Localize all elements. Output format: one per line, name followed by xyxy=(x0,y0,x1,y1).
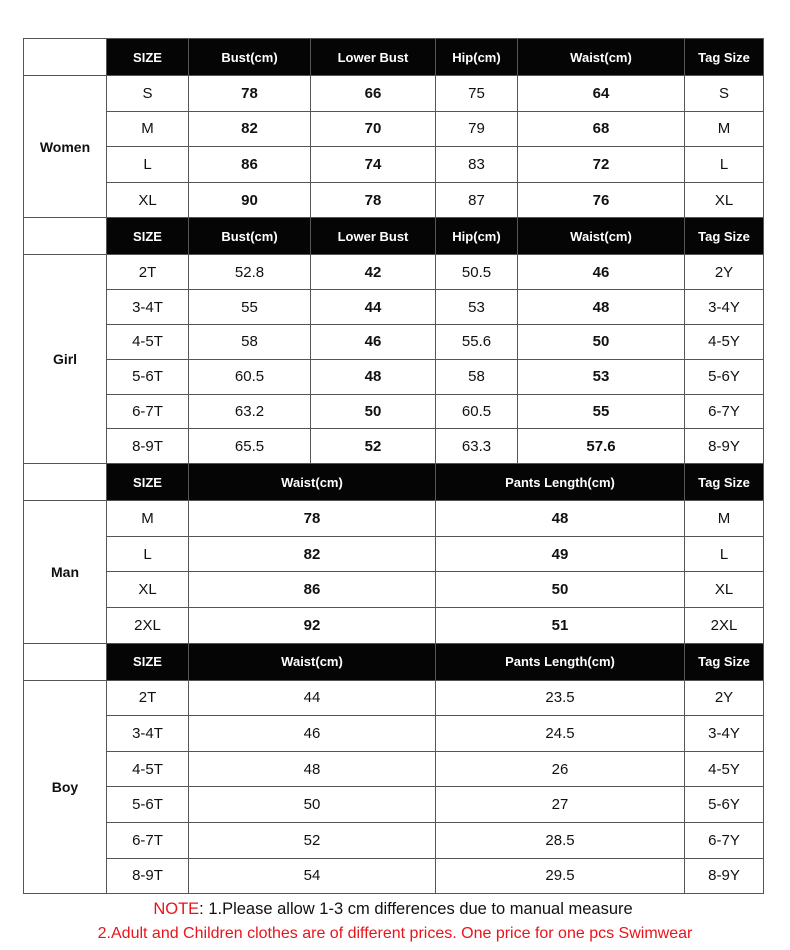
women-cell: 74 xyxy=(311,147,436,183)
table-row xyxy=(24,751,764,787)
women-cell: 78 xyxy=(311,182,436,218)
girl-cell: 3-4T xyxy=(107,290,189,325)
women-header-spacer xyxy=(24,39,107,76)
girl-cell: 50 xyxy=(311,394,436,429)
women-header-3: Hip(cm) xyxy=(436,39,518,76)
girl-cell: 2T xyxy=(107,255,189,290)
women-cell: 70 xyxy=(311,111,436,147)
man-cell: 86 xyxy=(189,572,436,608)
girl-cell: 60.5 xyxy=(189,359,311,394)
girl-cell: 65.5 xyxy=(189,429,311,464)
man-cell: 49 xyxy=(436,536,685,572)
girl-header-4: Waist(cm) xyxy=(518,218,685,255)
boy-cell: 6-7T xyxy=(107,822,189,858)
man-cell: 2XL xyxy=(685,607,764,643)
girl-cell: 4-5Y xyxy=(685,324,764,359)
women-cell: 87 xyxy=(436,182,518,218)
women-cell: S xyxy=(107,76,189,112)
women-cell: 78 xyxy=(189,76,311,112)
boy-header-spacer xyxy=(24,643,107,680)
women-cell: M xyxy=(107,111,189,147)
boy-header-1: Waist(cm) xyxy=(189,643,436,680)
man-category-label: Man xyxy=(24,501,107,643)
women-cell: 66 xyxy=(311,76,436,112)
girl-cell: 2Y xyxy=(685,255,764,290)
man-cell: XL xyxy=(107,572,189,608)
table-row xyxy=(24,255,764,290)
boy-cell: 23.5 xyxy=(436,680,685,716)
girl-cell: 8-9Y xyxy=(685,429,764,464)
women-cell: M xyxy=(685,111,764,147)
girl-cell: 44 xyxy=(311,290,436,325)
girl-cell: 50.5 xyxy=(436,255,518,290)
boy-header-2: Pants Length(cm) xyxy=(436,643,685,680)
man-header-spacer xyxy=(24,464,107,501)
women-header-2: Lower Bust xyxy=(311,39,436,76)
boy-cell: 5-6Y xyxy=(685,787,764,823)
girl-cell: 3-4Y xyxy=(685,290,764,325)
table-row xyxy=(24,394,764,429)
boy-cell: 2Y xyxy=(685,680,764,716)
boy-cell: 24.5 xyxy=(436,716,685,752)
girl-cell: 46 xyxy=(311,324,436,359)
boy-cell: 28.5 xyxy=(436,822,685,858)
women-cell: S xyxy=(685,76,764,112)
girl-header-3: Hip(cm) xyxy=(436,218,518,255)
table-row xyxy=(24,572,764,608)
girl-cell: 55 xyxy=(518,394,685,429)
girl-cell: 5-6Y xyxy=(685,359,764,394)
boy-cell: 3-4Y xyxy=(685,716,764,752)
boy-category-label: Boy xyxy=(24,680,107,894)
note-line-1 xyxy=(23,897,763,922)
boy-cell: 50 xyxy=(189,787,436,823)
table-row xyxy=(24,680,764,716)
girl-header-1: Bust(cm) xyxy=(189,218,311,255)
table-row xyxy=(24,536,764,572)
girl-cell: 46 xyxy=(518,255,685,290)
note-prefix: NOTE xyxy=(153,900,200,918)
size-chart-table xyxy=(23,38,764,894)
girl-cell: 5-6T xyxy=(107,359,189,394)
boy-cell: 4-5Y xyxy=(685,751,764,787)
women-cell: 68 xyxy=(518,111,685,147)
girl-cell: 57.6 xyxy=(518,429,685,464)
table-row xyxy=(24,324,764,359)
boy-header-row xyxy=(24,643,764,680)
girl-cell: 6-7T xyxy=(107,394,189,429)
girl-cell: 55.6 xyxy=(436,324,518,359)
man-cell: 82 xyxy=(189,536,436,572)
women-cell: 82 xyxy=(189,111,311,147)
girl-cell: 8-9T xyxy=(107,429,189,464)
girl-header-5: Tag Size xyxy=(685,218,764,255)
table-row xyxy=(24,182,764,218)
girl-header-spacer xyxy=(24,218,107,255)
boy-header-3: Tag Size xyxy=(685,643,764,680)
boy-cell: 54 xyxy=(189,858,436,894)
women-cell: XL xyxy=(685,182,764,218)
girl-cell: 52.8 xyxy=(189,255,311,290)
boy-cell: 26 xyxy=(436,751,685,787)
girl-category-label: Girl xyxy=(24,255,107,464)
table-row xyxy=(24,822,764,858)
boy-cell: 44 xyxy=(189,680,436,716)
table-row xyxy=(24,359,764,394)
man-cell: L xyxy=(685,536,764,572)
girl-cell: 58 xyxy=(189,324,311,359)
table-row xyxy=(24,429,764,464)
girl-cell: 58 xyxy=(436,359,518,394)
man-header-2: Pants Length(cm) xyxy=(436,464,685,501)
man-cell: 51 xyxy=(436,607,685,643)
girl-cell: 63.2 xyxy=(189,394,311,429)
girl-cell: 60.5 xyxy=(436,394,518,429)
man-header-row xyxy=(24,464,764,501)
boy-cell: 29.5 xyxy=(436,858,685,894)
table-row xyxy=(24,858,764,894)
man-cell: 50 xyxy=(436,572,685,608)
women-header-0: SIZE xyxy=(107,39,189,76)
girl-cell: 55 xyxy=(189,290,311,325)
girl-cell: 6-7Y xyxy=(685,394,764,429)
women-header-1: Bust(cm) xyxy=(189,39,311,76)
women-cell: XL xyxy=(107,182,189,218)
boy-cell: 48 xyxy=(189,751,436,787)
girl-cell: 52 xyxy=(311,429,436,464)
boy-cell: 46 xyxy=(189,716,436,752)
note-text-1: : 1.Please allow 1-3 cm differences due to manual measure xyxy=(199,900,633,918)
girl-cell: 53 xyxy=(518,359,685,394)
man-cell: XL xyxy=(685,572,764,608)
women-cell: 72 xyxy=(518,147,685,183)
women-cell: 86 xyxy=(189,147,311,183)
note-line-2: 2.Adult and Children clothes are of different prices. One price for one pcs Swimwear xyxy=(97,925,693,942)
women-header-row xyxy=(24,39,764,76)
girl-cell: 42 xyxy=(311,255,436,290)
girl-header-0: SIZE xyxy=(107,218,189,255)
boy-cell: 4-5T xyxy=(107,751,189,787)
man-cell: 78 xyxy=(189,501,436,537)
boy-cell: 6-7Y xyxy=(685,822,764,858)
girl-cell: 53 xyxy=(436,290,518,325)
boy-header-0: SIZE xyxy=(107,643,189,680)
boy-cell: 8-9T xyxy=(107,858,189,894)
girl-cell: 48 xyxy=(311,359,436,394)
girl-cell: 48 xyxy=(518,290,685,325)
table-row xyxy=(24,787,764,823)
women-header-4: Waist(cm) xyxy=(518,39,685,76)
girl-cell: 63.3 xyxy=(436,429,518,464)
women-cell: 83 xyxy=(436,147,518,183)
man-header-1: Waist(cm) xyxy=(189,464,436,501)
boy-cell: 3-4T xyxy=(107,716,189,752)
boy-cell: 27 xyxy=(436,787,685,823)
man-cell: M xyxy=(107,501,189,537)
table-row xyxy=(24,607,764,643)
table-row xyxy=(24,716,764,752)
women-cell: L xyxy=(685,147,764,183)
table-row xyxy=(24,501,764,537)
boy-cell: 8-9Y xyxy=(685,858,764,894)
women-cell: 76 xyxy=(518,182,685,218)
boy-cell: 2T xyxy=(107,680,189,716)
girl-cell: 50 xyxy=(518,324,685,359)
girl-header-2: Lower Bust xyxy=(311,218,436,255)
women-cell: 75 xyxy=(436,76,518,112)
table-row xyxy=(24,290,764,325)
women-category-label: Women xyxy=(24,76,107,218)
women-header-5: Tag Size xyxy=(685,39,764,76)
man-cell: 48 xyxy=(436,501,685,537)
girl-header-row xyxy=(24,218,764,255)
table-row xyxy=(24,76,764,112)
man-header-0: SIZE xyxy=(107,464,189,501)
man-cell: 2XL xyxy=(107,607,189,643)
women-cell: 64 xyxy=(518,76,685,112)
man-cell: M xyxy=(685,501,764,537)
girl-cell: 4-5T xyxy=(107,324,189,359)
table-row xyxy=(24,147,764,183)
man-cell: 92 xyxy=(189,607,436,643)
boy-cell: 5-6T xyxy=(107,787,189,823)
man-header-3: Tag Size xyxy=(685,464,764,501)
man-cell: L xyxy=(107,536,189,572)
women-cell: 90 xyxy=(189,182,311,218)
boy-cell: 52 xyxy=(189,822,436,858)
table-row xyxy=(24,111,764,147)
women-cell: L xyxy=(107,147,189,183)
women-cell: 79 xyxy=(436,111,518,147)
